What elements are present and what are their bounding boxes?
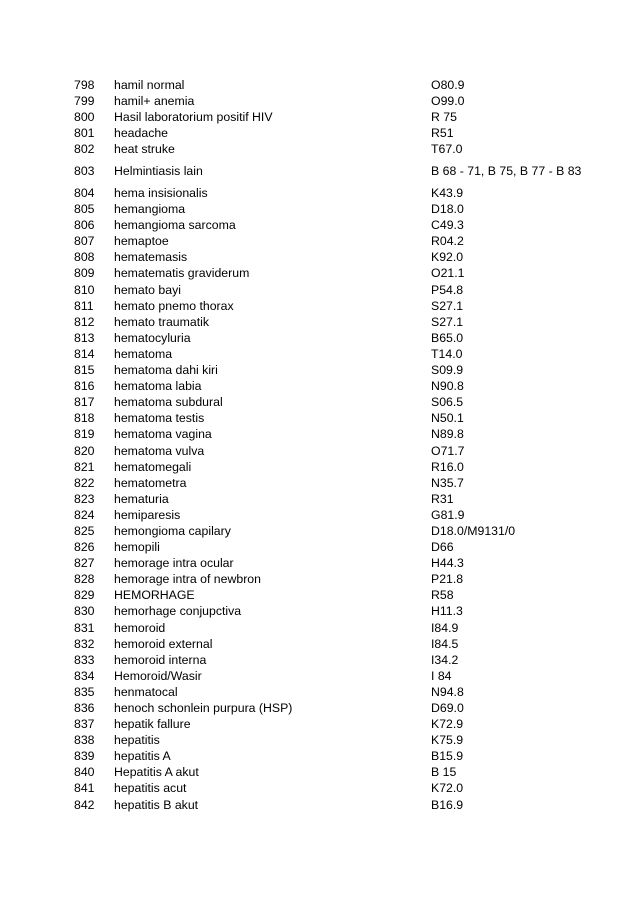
icd-code: K72.0 (431, 781, 464, 796)
table-row (74, 765, 584, 781)
icd-code: D69.0 (431, 701, 464, 716)
table-row (74, 266, 584, 282)
table-row (74, 604, 584, 620)
icd-code: P21.8 (431, 572, 464, 587)
icd-code: T67.0 (431, 141, 463, 156)
diagnosis-name: henmatocal (114, 684, 178, 699)
diagnosis-name: headache (114, 125, 169, 140)
diagnosis-name: hematemasis (114, 250, 188, 265)
icd-code: I 84 (431, 668, 452, 683)
row-number: 816 (74, 379, 95, 394)
icd-code: I84.5 (431, 636, 459, 651)
icd-code: D18.0/M9131/0 (431, 523, 516, 538)
row-number: 836 (74, 701, 95, 716)
diagnosis-name: hamil+ anemia (114, 93, 195, 108)
icd-code: R51 (431, 125, 454, 140)
table-row (74, 733, 584, 749)
table-row (74, 141, 584, 157)
row-number: 826 (74, 540, 95, 555)
table-row (74, 330, 584, 346)
table-row (74, 93, 584, 109)
diagnosis-name: hemoroid external (114, 636, 213, 651)
table-row (74, 700, 584, 716)
diagnosis-name: HEMORHAGE (114, 588, 195, 603)
row-number: 830 (74, 604, 95, 619)
table-body (74, 77, 584, 813)
icd-code: K92.0 (431, 250, 464, 265)
row-number: 818 (74, 411, 95, 426)
icd-code: B 15 (431, 765, 457, 780)
icd-code: O71.7 (431, 443, 465, 458)
table-row (74, 636, 584, 652)
diagnosis-name: hemangioma sarcoma (114, 218, 236, 233)
row-number: 825 (74, 523, 95, 538)
icd-code: D66 (431, 540, 454, 555)
row-number: 839 (74, 749, 95, 764)
row-number: 837 (74, 717, 95, 732)
diagnosis-name: hematoma vulva (114, 443, 205, 458)
icd-code: D18.0 (431, 202, 464, 217)
row-number: 832 (74, 636, 95, 651)
diagnosis-name: hematoma (114, 346, 173, 361)
row-number: 802 (74, 141, 95, 156)
icd-code: S06.5 (431, 395, 464, 410)
diagnosis-name: hemato traumatik (114, 314, 210, 329)
table-row (74, 234, 584, 250)
row-number: 798 (74, 77, 95, 92)
table-row (74, 781, 584, 797)
table-row (74, 491, 584, 507)
icd-code: K75.9 (431, 733, 464, 748)
row-number: 841 (74, 781, 95, 796)
table-row (74, 157, 584, 185)
icd-code: R16.0 (431, 459, 464, 474)
diagnosis-name: henoch schonlein purpura (HSP) (114, 701, 293, 716)
table-row (74, 411, 584, 427)
icd-code: K43.9 (431, 186, 464, 201)
row-number: 803 (74, 163, 95, 178)
icd-code: R58 (431, 588, 454, 603)
table-row (74, 572, 584, 588)
diagnosis-name: Hemoroid/Wasir (114, 668, 202, 683)
table-row (74, 749, 584, 765)
diagnosis-name: hemopili (114, 540, 160, 555)
diagnosis-name: Hasil laboratorium positif HIV (114, 109, 273, 124)
diagnosis-name: hematoma subdural (114, 395, 223, 410)
row-number: 838 (74, 733, 95, 748)
diagnosis-name: hepatitis B akut (114, 797, 199, 812)
diagnosis-name: hemaptoe (114, 234, 169, 249)
row-number: 820 (74, 443, 95, 458)
table-row (74, 684, 584, 700)
icd-code: N94.8 (431, 684, 464, 699)
diagnosis-name: Helmintiasis lain (114, 163, 203, 178)
row-number: 817 (74, 395, 95, 410)
diagnosis-name: hematometra (114, 475, 187, 490)
diagnosis-name: hepatitis (114, 733, 160, 748)
icd-code: R 75 (431, 109, 457, 124)
diagnosis-name: hematoma dahi kiri (114, 363, 218, 378)
row-number: 813 (74, 330, 95, 345)
diagnosis-name: hamil normal (114, 77, 185, 92)
icd-code: B65.0 (431, 330, 464, 345)
row-number: 831 (74, 620, 95, 635)
row-number: 800 (74, 109, 95, 124)
row-number: 811 (74, 298, 94, 313)
diagnosis-name: hepatitis acut (114, 781, 187, 796)
icd-code: S09.9 (431, 363, 464, 378)
row-number: 805 (74, 202, 95, 217)
icd-code: N89.8 (431, 427, 464, 442)
row-number: 834 (74, 668, 95, 683)
row-number: 799 (74, 93, 95, 108)
icd-code: H11.3 (431, 604, 463, 619)
table-row (74, 218, 584, 234)
table-row (74, 523, 584, 539)
icd-code: H44.3 (431, 556, 464, 571)
icd-code: G81.9 (431, 507, 465, 522)
icd-code: N90.8 (431, 379, 464, 394)
row-number: 823 (74, 491, 95, 506)
icd-code: K72.9 (431, 717, 464, 732)
icd-code: N50.1 (431, 411, 464, 426)
table-row (74, 346, 584, 362)
row-number: 827 (74, 556, 95, 571)
row-number: 812 (74, 314, 95, 329)
diagnosis-name: hepatitis A (114, 749, 171, 764)
table-row (74, 109, 584, 125)
icd-code: T14.0 (431, 346, 463, 361)
table-row (74, 282, 584, 298)
diagnosis-name: hematuria (114, 491, 169, 506)
icd-code: C49.3 (431, 218, 464, 233)
row-number: 828 (74, 572, 95, 587)
table-row (74, 797, 584, 813)
row-number: 842 (74, 797, 95, 812)
row-number: 821 (74, 459, 95, 474)
table-row (74, 443, 584, 459)
row-number: 806 (74, 218, 95, 233)
table-row (74, 556, 584, 572)
row-number: 819 (74, 427, 95, 442)
row-number: 822 (74, 475, 95, 490)
icd-code: R04.2 (431, 234, 464, 249)
diagnosis-name: hepatik fallure (114, 717, 191, 732)
diagnosis-name: hematematis graviderum (114, 266, 250, 281)
table-row (74, 540, 584, 556)
row-number: 809 (74, 266, 95, 281)
diagnosis-name: hematomegali (114, 459, 192, 474)
row-number: 829 (74, 588, 95, 603)
table-row (74, 652, 584, 668)
table-row (74, 427, 584, 443)
table-row (74, 202, 584, 218)
diagnosis-name: hema insisionalis (114, 186, 208, 201)
diagnosis-name: hemato pnemo thorax (114, 298, 234, 313)
icd-code: B16.9 (431, 797, 464, 812)
table-row (74, 125, 584, 141)
row-number: 815 (74, 363, 95, 378)
table-row (74, 77, 584, 93)
icd-code: S27.1 (431, 298, 464, 313)
row-number: 840 (74, 765, 95, 780)
table-row (74, 185, 584, 201)
diagnosis-name: Hepatitis A akut (114, 765, 199, 780)
icd-code: S27.1 (431, 314, 464, 329)
diagnosis-name: hemorage intra of newbron (114, 572, 261, 587)
diagnosis-name: hematocyluria (114, 330, 191, 345)
table-row (74, 250, 584, 266)
table-row (74, 475, 584, 491)
table-row (74, 507, 584, 523)
icd-code: B 68 - 71, B 75, B 77 - B 83 (431, 163, 582, 178)
row-number: 804 (74, 186, 95, 201)
row-number: 814 (74, 346, 95, 361)
icd-code: O99.0 (431, 93, 465, 108)
diagnosis-name: hematoma vagina (114, 427, 212, 442)
table-row (74, 588, 584, 604)
diagnosis-name: hemoroid (114, 620, 166, 635)
row-number: 824 (74, 507, 95, 522)
icd-code: N35.7 (431, 475, 464, 490)
icd-code: I84.9 (431, 620, 459, 635)
icd-code: B15.9 (431, 749, 464, 764)
icd-code: O21.1 (431, 266, 465, 281)
row-number: 808 (74, 250, 95, 265)
diagnosis-name: hemato bayi (114, 282, 181, 297)
icd-code: I34.2 (431, 652, 459, 667)
row-number: 810 (74, 282, 95, 297)
table-row (74, 379, 584, 395)
table-row (74, 314, 584, 330)
diagnosis-name: hematoma testis (114, 411, 205, 426)
icd-code: O80.9 (431, 77, 465, 92)
row-number: 833 (74, 652, 95, 667)
table-row (74, 717, 584, 733)
table-row (74, 363, 584, 379)
row-number: 835 (74, 684, 95, 699)
table-row (74, 459, 584, 475)
icd-code: P54.8 (431, 282, 464, 297)
diagnosis-name: hemorhage conjupctiva (114, 604, 242, 619)
table-row (74, 298, 584, 314)
diagnosis-name: hemorage intra ocular (114, 556, 234, 571)
table-row (74, 620, 584, 636)
row-number: 801 (74, 125, 95, 140)
diagnosis-name: hemiparesis (114, 507, 181, 522)
diagnosis-name: hematoma labia (114, 379, 202, 394)
diagnosis-name: hemoroid interna (114, 652, 207, 667)
diagnosis-code-table (74, 77, 584, 813)
table-row (74, 668, 584, 684)
table-row (74, 395, 584, 411)
icd-code: R31 (431, 491, 454, 506)
diagnosis-name: heat struke (114, 141, 175, 156)
diagnosis-name: hemongioma capilary (114, 523, 231, 538)
diagnosis-name: hemangioma (114, 202, 186, 217)
row-number: 807 (74, 234, 95, 249)
